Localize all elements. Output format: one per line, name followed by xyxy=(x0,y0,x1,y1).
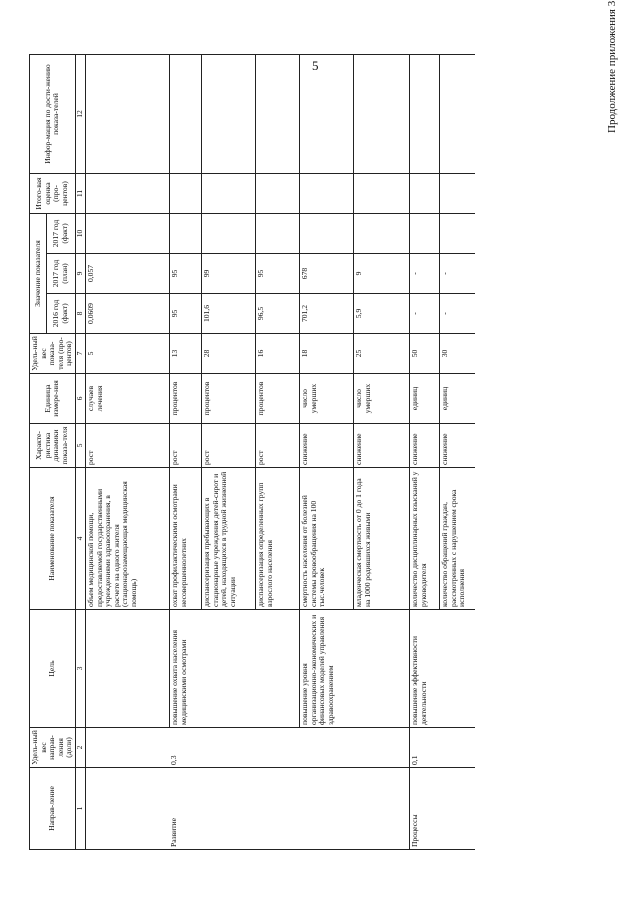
cell-info xyxy=(85,55,169,174)
cell-weight xyxy=(439,728,475,768)
table-row xyxy=(409,55,439,850)
cell-goal xyxy=(201,610,255,728)
cell-2017-fact xyxy=(409,214,439,254)
cell-direction xyxy=(353,768,409,850)
cell-goal: повышение охвата населения медицинскими осмотрами xyxy=(169,610,201,728)
cell-2016: 701,2 xyxy=(299,294,353,334)
col-number: 12 xyxy=(75,55,85,174)
cell-2017-plan: 0,057 xyxy=(85,254,169,294)
cell-unit: число умерших xyxy=(353,374,409,424)
cell-info xyxy=(299,55,353,174)
cell-indicator-weight: 28 xyxy=(201,334,255,374)
cell-indicator-weight: 5 xyxy=(85,334,169,374)
cell-info xyxy=(439,55,475,174)
cell-name: охват профилактическими осмотрами несовершеннолетних xyxy=(169,468,201,610)
header-2017-fact: 2017 год (факт) xyxy=(46,214,75,254)
cell-2017-fact xyxy=(85,214,169,254)
cell-weight: 0,1 xyxy=(409,728,439,768)
header-final-score: Итого-вая оценка (про-центов) xyxy=(30,174,76,214)
col-number: 6 xyxy=(75,374,85,424)
cell-weight xyxy=(299,728,353,768)
cell-direction xyxy=(255,768,299,850)
cell-direction xyxy=(85,768,169,850)
cell-final xyxy=(409,174,439,214)
cell-goal: повышение эффективности деятельности xyxy=(409,610,439,728)
cell-final xyxy=(201,174,255,214)
col-number: 5 xyxy=(75,424,85,468)
table-row xyxy=(299,55,353,850)
table-row xyxy=(439,55,475,850)
cell-weight xyxy=(353,728,409,768)
table-row xyxy=(169,55,201,850)
cell-2017-plan: 95 xyxy=(169,254,201,294)
cell-indicator-weight: 13 xyxy=(169,334,201,374)
cell-final xyxy=(169,174,201,214)
cell-weight xyxy=(201,728,255,768)
cell-weight xyxy=(255,728,299,768)
header-indicator-weight: Удель-ный вес показа-теля (про-центов) xyxy=(30,334,76,374)
cell-direction xyxy=(201,768,255,850)
cell-2017-plan: 9 xyxy=(353,254,409,294)
cell-2017-fact xyxy=(299,214,353,254)
cell-name: количество дисциплинарных взысканий у руководителя xyxy=(409,468,439,610)
cell-dynamics: снижение xyxy=(353,424,409,468)
col-number: 10 xyxy=(75,214,85,254)
cell-final xyxy=(255,174,299,214)
cell-dynamics: рост xyxy=(85,424,169,468)
cell-final xyxy=(299,174,353,214)
cell-final xyxy=(353,174,409,214)
cell-info xyxy=(353,55,409,174)
header-2017-plan: 2017 год (план) xyxy=(46,254,75,294)
cell-unit: процентов xyxy=(201,374,255,424)
cell-unit: процентов xyxy=(169,374,201,424)
continuation-note: Продолжение приложения 3 xyxy=(606,0,618,133)
cell-2017-fact xyxy=(201,214,255,254)
cell-2016: 96,5 xyxy=(255,294,299,334)
cell-info xyxy=(255,55,299,174)
table-row xyxy=(85,55,169,850)
header-dynamics: Характе-ристика динамики показа-теля xyxy=(30,424,76,468)
table-row xyxy=(353,55,409,850)
cell-2017-fact xyxy=(439,214,475,254)
col-number: 4 xyxy=(75,468,85,610)
col-number: 8 xyxy=(75,294,85,334)
cell-goal xyxy=(85,610,169,728)
page-number: 5 xyxy=(312,58,319,73)
indicators-table xyxy=(29,54,475,850)
cell-direction xyxy=(439,768,475,850)
cell-2016: 0,0609 xyxy=(85,294,169,334)
header-row xyxy=(30,55,47,850)
cell-2017-plan: 678 xyxy=(299,254,353,294)
cell-info xyxy=(409,55,439,174)
cell-goal xyxy=(439,610,475,728)
cell-final xyxy=(85,174,169,214)
header-direction: Направ-ление xyxy=(30,768,76,850)
cell-indicator-weight: 30 xyxy=(439,334,475,374)
cell-2017-plan: 99 xyxy=(201,254,255,294)
cell-final xyxy=(439,174,475,214)
cell-2017-fact xyxy=(255,214,299,254)
col-number: 2 xyxy=(75,728,85,768)
table-row xyxy=(255,55,299,850)
cell-indicator-weight: 18 xyxy=(299,334,353,374)
cell-dynamics: снижение xyxy=(409,424,439,468)
col-number: 3 xyxy=(75,610,85,728)
cell-unit: случаев лечения xyxy=(85,374,169,424)
cell-direction xyxy=(299,768,353,850)
cell-unit: единиц xyxy=(439,374,475,424)
cell-dynamics: снижение xyxy=(439,424,475,468)
cell-unit: число умерших xyxy=(299,374,353,424)
cell-unit: процентов xyxy=(255,374,299,424)
col-number: 9 xyxy=(75,254,85,294)
cell-unit: единиц xyxy=(409,374,439,424)
cell-name: объем медицинской помощи, предоставляемой государственными учреждениями здравоохранения, в расчете на одного жителя (стационарозамещающая медицинская помощь) xyxy=(85,468,169,610)
cell-name: смертность населения от болезней системы кровообращения на 100 тыс.человек xyxy=(299,468,353,610)
cell-dynamics: рост xyxy=(255,424,299,468)
header-info: Инфор-мация по дости-жению показа-телей xyxy=(30,55,76,174)
header-goal: Цель xyxy=(30,610,76,728)
cell-goal xyxy=(353,610,409,728)
cell-dynamics: рост xyxy=(169,424,201,468)
cell-dynamics: снижение xyxy=(299,424,353,468)
header-value-group: Значение показателя xyxy=(30,214,47,334)
cell-2017-plan: 95 xyxy=(255,254,299,294)
cell-indicator-weight: 50 xyxy=(409,334,439,374)
cell-goal: повышение уровня организационно-экономических и финансовых моделей управления здравоохранением xyxy=(299,610,353,728)
cell-2016: 95 xyxy=(169,294,201,334)
col-number: 7 xyxy=(75,334,85,374)
cell-name: диспансеризация пребывающих в стационарные учреждения детей-сирот и детей, находящихся в трудной жизненной ситуации xyxy=(201,468,255,610)
column-number-row xyxy=(75,55,85,850)
cell-name: количество обращений граждан, рассмотренных с нарушением срока исполнения xyxy=(439,468,475,610)
cell-2016: - xyxy=(409,294,439,334)
cell-2016: 101,6 xyxy=(201,294,255,334)
cell-info xyxy=(169,55,201,174)
col-number: 11 xyxy=(75,174,85,214)
table-row xyxy=(201,55,255,850)
cell-direction: Процессы xyxy=(409,768,439,850)
cell-2017-fact xyxy=(353,214,409,254)
cell-2016: - xyxy=(439,294,475,334)
cell-indicator-weight: 16 xyxy=(255,334,299,374)
col-number: 1 xyxy=(75,768,85,850)
cell-dynamics: рост xyxy=(201,424,255,468)
cell-name: младенческая смертность от 0 до 1 года на 1000 родившихся живыми xyxy=(353,468,409,610)
header-weight: Удель-ный вес направ-ления (доли) xyxy=(30,728,76,768)
cell-2017-plan: - xyxy=(439,254,475,294)
cell-2017-plan: - xyxy=(409,254,439,294)
cell-weight: 0,3 xyxy=(169,728,201,768)
cell-goal xyxy=(255,610,299,728)
header-2016-fact: 2016 год (факт) xyxy=(46,294,75,334)
cell-2016: 5,9 xyxy=(353,294,409,334)
cell-direction: Развитие xyxy=(169,768,201,850)
header-unit: Единица измере-ния xyxy=(30,374,76,424)
header-name: Наименование показателя xyxy=(30,468,76,610)
cell-weight xyxy=(85,728,169,768)
cell-info xyxy=(201,55,255,174)
cell-name: диспансеризация определенных групп взрослого населения xyxy=(255,468,299,610)
cell-indicator-weight: 25 xyxy=(353,334,409,374)
cell-2017-fact xyxy=(169,214,201,254)
